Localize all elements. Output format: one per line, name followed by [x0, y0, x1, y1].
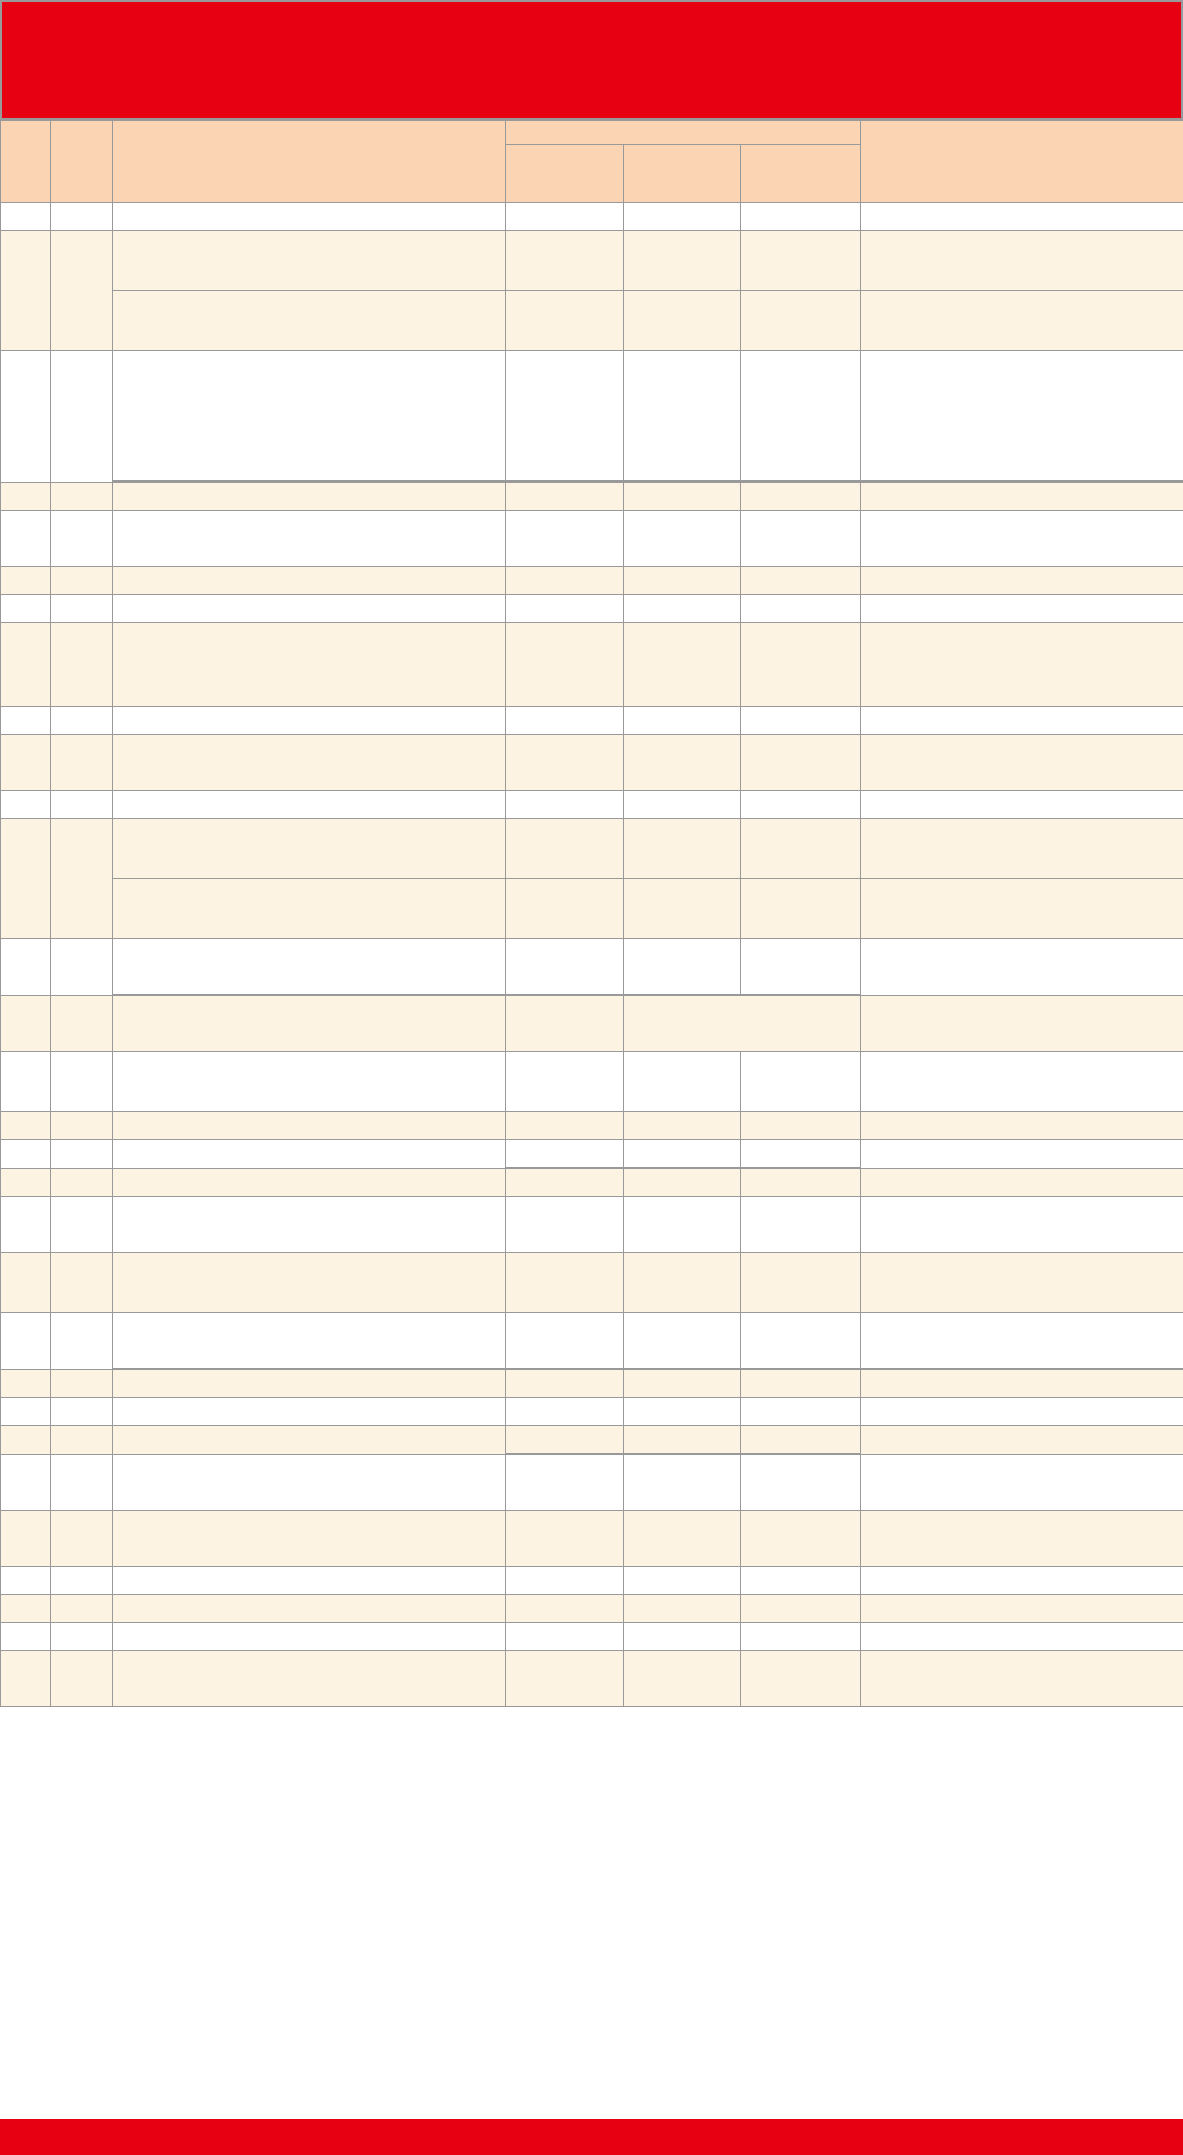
phone-cell	[861, 483, 1183, 511]
count-mid-monitor	[624, 511, 741, 567]
row-number	[1, 1567, 51, 1595]
site-address	[113, 483, 506, 511]
row-region	[51, 1112, 113, 1140]
table-row	[1, 1370, 1183, 1398]
site-address	[113, 1112, 506, 1140]
count-mid-monitor	[624, 1052, 741, 1112]
row-number	[1, 203, 51, 231]
phone-cell	[861, 623, 1183, 707]
count-mid-monitor	[624, 1169, 741, 1197]
row-number	[1, 511, 51, 567]
count-mid-monitor	[624, 1455, 741, 1511]
table-row	[1, 623, 1183, 707]
phone-cell	[861, 1651, 1183, 1707]
count-mid-maint	[741, 595, 861, 623]
site-address	[113, 735, 506, 791]
count-mid-monitor	[624, 819, 741, 879]
row-number	[1, 1169, 51, 1197]
count-junior	[506, 819, 624, 879]
row-number	[1, 1426, 51, 1455]
phone-cell	[861, 879, 1183, 939]
row-number	[1, 1140, 51, 1169]
header-count-group	[506, 121, 861, 145]
row-region	[51, 1651, 113, 1707]
phone-cell	[861, 1253, 1183, 1313]
count-mid-monitor	[624, 1370, 741, 1398]
row-number	[1, 1370, 51, 1398]
count-mid-maint	[741, 1455, 861, 1511]
row-number	[1, 707, 51, 735]
count-mid-maint	[741, 231, 861, 291]
count-mid-maint	[741, 1197, 861, 1253]
row-region	[51, 1313, 113, 1370]
header-site	[113, 121, 506, 203]
row-region	[51, 1455, 113, 1511]
table-row	[1, 735, 1183, 791]
table-row	[1, 1595, 1183, 1623]
count-mid-monitor	[624, 1197, 741, 1253]
count-junior	[506, 791, 624, 819]
count-mid-maint	[741, 623, 861, 707]
row-region	[51, 595, 113, 623]
site-address	[113, 1567, 506, 1595]
count-junior	[506, 735, 624, 791]
table-row	[1, 351, 1183, 481]
count-mid-maint	[741, 1169, 861, 1197]
phone-cell	[861, 231, 1183, 291]
row-region	[51, 1567, 113, 1595]
count-junior	[506, 1370, 624, 1398]
phone-cell	[861, 351, 1183, 481]
row-number	[1, 1651, 51, 1707]
site-address	[113, 1169, 506, 1197]
row-region	[51, 1623, 113, 1651]
count-junior	[506, 939, 624, 995]
count-junior	[506, 1140, 624, 1168]
site-address	[113, 1623, 506, 1651]
count-mid-maint	[741, 1052, 861, 1112]
count-mid-maint	[741, 791, 861, 819]
count-mid-monitor	[624, 1595, 741, 1623]
row-number	[1, 735, 51, 791]
phone-cell	[861, 1511, 1183, 1567]
table-row	[1, 996, 1183, 1052]
row-number	[1, 1511, 51, 1567]
phone-cell	[861, 1370, 1183, 1398]
phone-cell	[861, 819, 1183, 879]
row-region	[51, 203, 113, 231]
phone-cell	[861, 511, 1183, 567]
count-junior	[506, 1623, 624, 1651]
table-row	[1, 879, 1183, 939]
count-mid-maint	[741, 879, 861, 939]
table-row	[1, 1511, 1183, 1567]
site-address	[113, 623, 506, 707]
table-row	[1, 231, 1183, 291]
phone-cell	[861, 735, 1183, 791]
table-row	[1, 1253, 1183, 1313]
row-number	[1, 1197, 51, 1253]
site-address	[113, 1455, 506, 1511]
site-address	[113, 791, 506, 819]
table-body	[1, 203, 1183, 1707]
row-region	[51, 1253, 113, 1313]
row-number	[1, 939, 51, 996]
count-mid-monitor	[624, 483, 741, 511]
count-junior	[506, 595, 624, 623]
table-row	[1, 1197, 1183, 1253]
phone-cell	[861, 1169, 1183, 1197]
phone-cell	[861, 203, 1183, 231]
row-number	[1, 1112, 51, 1140]
row-region	[51, 483, 113, 511]
phone-cell	[861, 1567, 1183, 1595]
table-row	[1, 819, 1183, 879]
row-region	[51, 1426, 113, 1455]
count-mid-monitor	[624, 1313, 741, 1369]
row-region	[51, 791, 113, 819]
count-mid-monitor	[624, 203, 741, 231]
count-junior	[506, 1398, 624, 1426]
count-junior	[506, 1511, 624, 1567]
site-address	[113, 511, 506, 567]
count-junior	[506, 1567, 624, 1595]
count-junior	[506, 1595, 624, 1623]
site-address	[113, 1595, 506, 1623]
row-region	[51, 623, 113, 707]
row-region	[51, 1169, 113, 1197]
site-address	[113, 351, 506, 481]
header-region	[51, 121, 113, 203]
table-row	[1, 1623, 1183, 1651]
count-junior	[506, 291, 624, 351]
site-address	[113, 1052, 506, 1112]
count-mid-maint	[741, 1253, 861, 1313]
count-mid-maint	[741, 1511, 861, 1567]
count-mid-monitor	[624, 791, 741, 819]
site-address	[113, 1140, 506, 1169]
phone-cell	[861, 1313, 1183, 1369]
site-address	[113, 1253, 506, 1313]
site-address	[113, 879, 506, 939]
count-junior	[506, 483, 624, 511]
site-address	[113, 939, 506, 995]
phone-cell	[861, 791, 1183, 819]
count-mid-monitor	[624, 567, 741, 595]
count-mid-monitor	[624, 1112, 741, 1140]
count-junior	[506, 623, 624, 707]
count-junior	[506, 351, 624, 481]
count-mid-monitor	[624, 879, 741, 939]
count-junior	[506, 879, 624, 939]
count-mid-maint	[741, 567, 861, 595]
count-mid-monitor	[624, 1253, 741, 1313]
row-region	[51, 231, 113, 351]
site-address	[113, 595, 506, 623]
count-mid-monitor	[624, 595, 741, 623]
count-mid-monitor	[624, 707, 741, 735]
row-region	[51, 511, 113, 567]
site-address	[113, 819, 506, 879]
site-address	[113, 707, 506, 735]
row-number	[1, 623, 51, 707]
count-junior	[506, 203, 624, 231]
phone-cell	[861, 595, 1183, 623]
count-mid-maint	[741, 707, 861, 735]
site-address	[113, 1313, 506, 1369]
exam-sites-table	[0, 120, 1183, 1707]
phone-cell	[861, 1595, 1183, 1623]
count-mid-maint	[741, 203, 861, 231]
header-mid-maint	[741, 145, 861, 203]
footer-note	[0, 2119, 1183, 2155]
table-row	[1, 1140, 1183, 1168]
phone-cell	[861, 1112, 1183, 1140]
count-mid-monitor	[624, 1398, 741, 1426]
row-region	[51, 1197, 113, 1253]
phone-cell	[861, 291, 1183, 351]
count-junior	[506, 567, 624, 595]
count-mid-maint	[741, 1370, 861, 1398]
site-address	[113, 1197, 506, 1253]
row-number	[1, 483, 51, 511]
table-row	[1, 1398, 1183, 1426]
table-row	[1, 511, 1183, 567]
phone-cell	[861, 939, 1183, 996]
site-address	[113, 1370, 506, 1398]
count-mid-merged	[624, 996, 861, 1052]
header-seq	[1, 121, 51, 203]
table-row	[1, 291, 1183, 351]
table-row	[1, 1313, 1183, 1369]
count-mid-maint	[741, 351, 861, 481]
site-address	[113, 1398, 506, 1426]
row-region	[51, 996, 113, 1052]
row-number	[1, 819, 51, 939]
table-row	[1, 483, 1183, 511]
phone-cell	[861, 707, 1183, 735]
site-address	[113, 996, 506, 1052]
phone-cell	[861, 567, 1183, 595]
count-mid-maint	[741, 1313, 861, 1369]
count-mid-monitor	[624, 1567, 741, 1595]
table-row	[1, 1052, 1183, 1112]
table-row	[1, 595, 1183, 623]
count-mid-monitor	[624, 1623, 741, 1651]
count-mid-maint	[741, 1398, 861, 1426]
table-row	[1, 707, 1183, 735]
count-junior	[506, 231, 624, 291]
count-mid-maint	[741, 735, 861, 791]
row-number	[1, 351, 51, 483]
row-number	[1, 1253, 51, 1313]
row-region	[51, 1595, 113, 1623]
row-number	[1, 567, 51, 595]
phone-cell	[861, 1052, 1183, 1112]
phone-cell	[861, 1623, 1183, 1651]
count-mid-monitor	[624, 231, 741, 291]
count-mid-maint	[741, 1426, 861, 1454]
site-address	[113, 231, 506, 291]
table-row	[1, 1112, 1183, 1140]
count-mid-maint	[741, 1112, 861, 1140]
count-mid-monitor	[624, 351, 741, 481]
count-mid-monitor	[624, 939, 741, 995]
table-row	[1, 1426, 1183, 1454]
row-number	[1, 1595, 51, 1623]
site-address	[113, 203, 506, 231]
count-junior	[506, 1426, 624, 1454]
count-junior	[506, 1112, 624, 1140]
site-address	[113, 1511, 506, 1567]
count-mid-monitor	[624, 1511, 741, 1567]
header-phone	[861, 121, 1183, 203]
table-row	[1, 939, 1183, 995]
row-number	[1, 1313, 51, 1370]
count-mid-maint	[741, 1651, 861, 1707]
count-junior	[506, 1052, 624, 1112]
count-mid-maint	[741, 819, 861, 879]
row-region	[51, 1052, 113, 1112]
table-row	[1, 1567, 1183, 1595]
phone-cell	[861, 1398, 1183, 1426]
count-junior	[506, 707, 624, 735]
count-mid-monitor	[624, 1651, 741, 1707]
table-row	[1, 1455, 1183, 1511]
row-number	[1, 231, 51, 351]
count-mid-maint	[741, 291, 861, 351]
count-mid-maint	[741, 1567, 861, 1595]
page-title	[0, 0, 1183, 120]
header-mid-monitor	[624, 145, 741, 203]
phone-cell	[861, 996, 1183, 1052]
phone-cell	[861, 1197, 1183, 1253]
phone-cell	[861, 1140, 1183, 1169]
count-mid-monitor	[624, 291, 741, 351]
row-number	[1, 1052, 51, 1112]
row-number	[1, 1455, 51, 1511]
row-region	[51, 567, 113, 595]
site-address	[113, 1426, 506, 1455]
row-number	[1, 595, 51, 623]
count-mid-maint	[741, 1623, 861, 1651]
count-junior	[506, 1169, 624, 1197]
site-address	[113, 1651, 506, 1707]
row-region	[51, 735, 113, 791]
phone-cell	[861, 1426, 1183, 1455]
row-region	[51, 1370, 113, 1398]
count-mid-maint	[741, 1595, 861, 1623]
table-row	[1, 791, 1183, 819]
row-region	[51, 351, 113, 483]
count-junior	[506, 1197, 624, 1253]
count-mid-monitor	[624, 735, 741, 791]
count-mid-monitor	[624, 623, 741, 707]
count-junior	[506, 1455, 624, 1511]
site-address	[113, 291, 506, 351]
count-junior	[506, 1253, 624, 1313]
header-junior	[506, 145, 624, 203]
table-row	[1, 203, 1183, 231]
count-mid-monitor	[624, 1426, 741, 1454]
row-region	[51, 1398, 113, 1426]
row-number	[1, 1398, 51, 1426]
row-number	[1, 996, 51, 1052]
count-mid-maint	[741, 939, 861, 995]
row-number	[1, 1623, 51, 1651]
count-mid-maint	[741, 483, 861, 511]
table-row	[1, 567, 1183, 595]
row-region	[51, 707, 113, 735]
site-address	[113, 567, 506, 595]
table-row	[1, 1169, 1183, 1197]
count-mid-monitor	[624, 1140, 741, 1168]
row-region	[51, 819, 113, 939]
count-mid-maint	[741, 511, 861, 567]
row-region	[51, 939, 113, 996]
count-junior	[506, 1651, 624, 1707]
count-junior	[506, 1313, 624, 1369]
row-number	[1, 791, 51, 819]
phone-cell	[861, 1455, 1183, 1511]
count-junior	[506, 996, 624, 1052]
count-mid-maint	[741, 1140, 861, 1168]
table-row	[1, 1651, 1183, 1707]
count-junior	[506, 511, 624, 567]
row-region	[51, 1140, 113, 1169]
row-region	[51, 1511, 113, 1567]
